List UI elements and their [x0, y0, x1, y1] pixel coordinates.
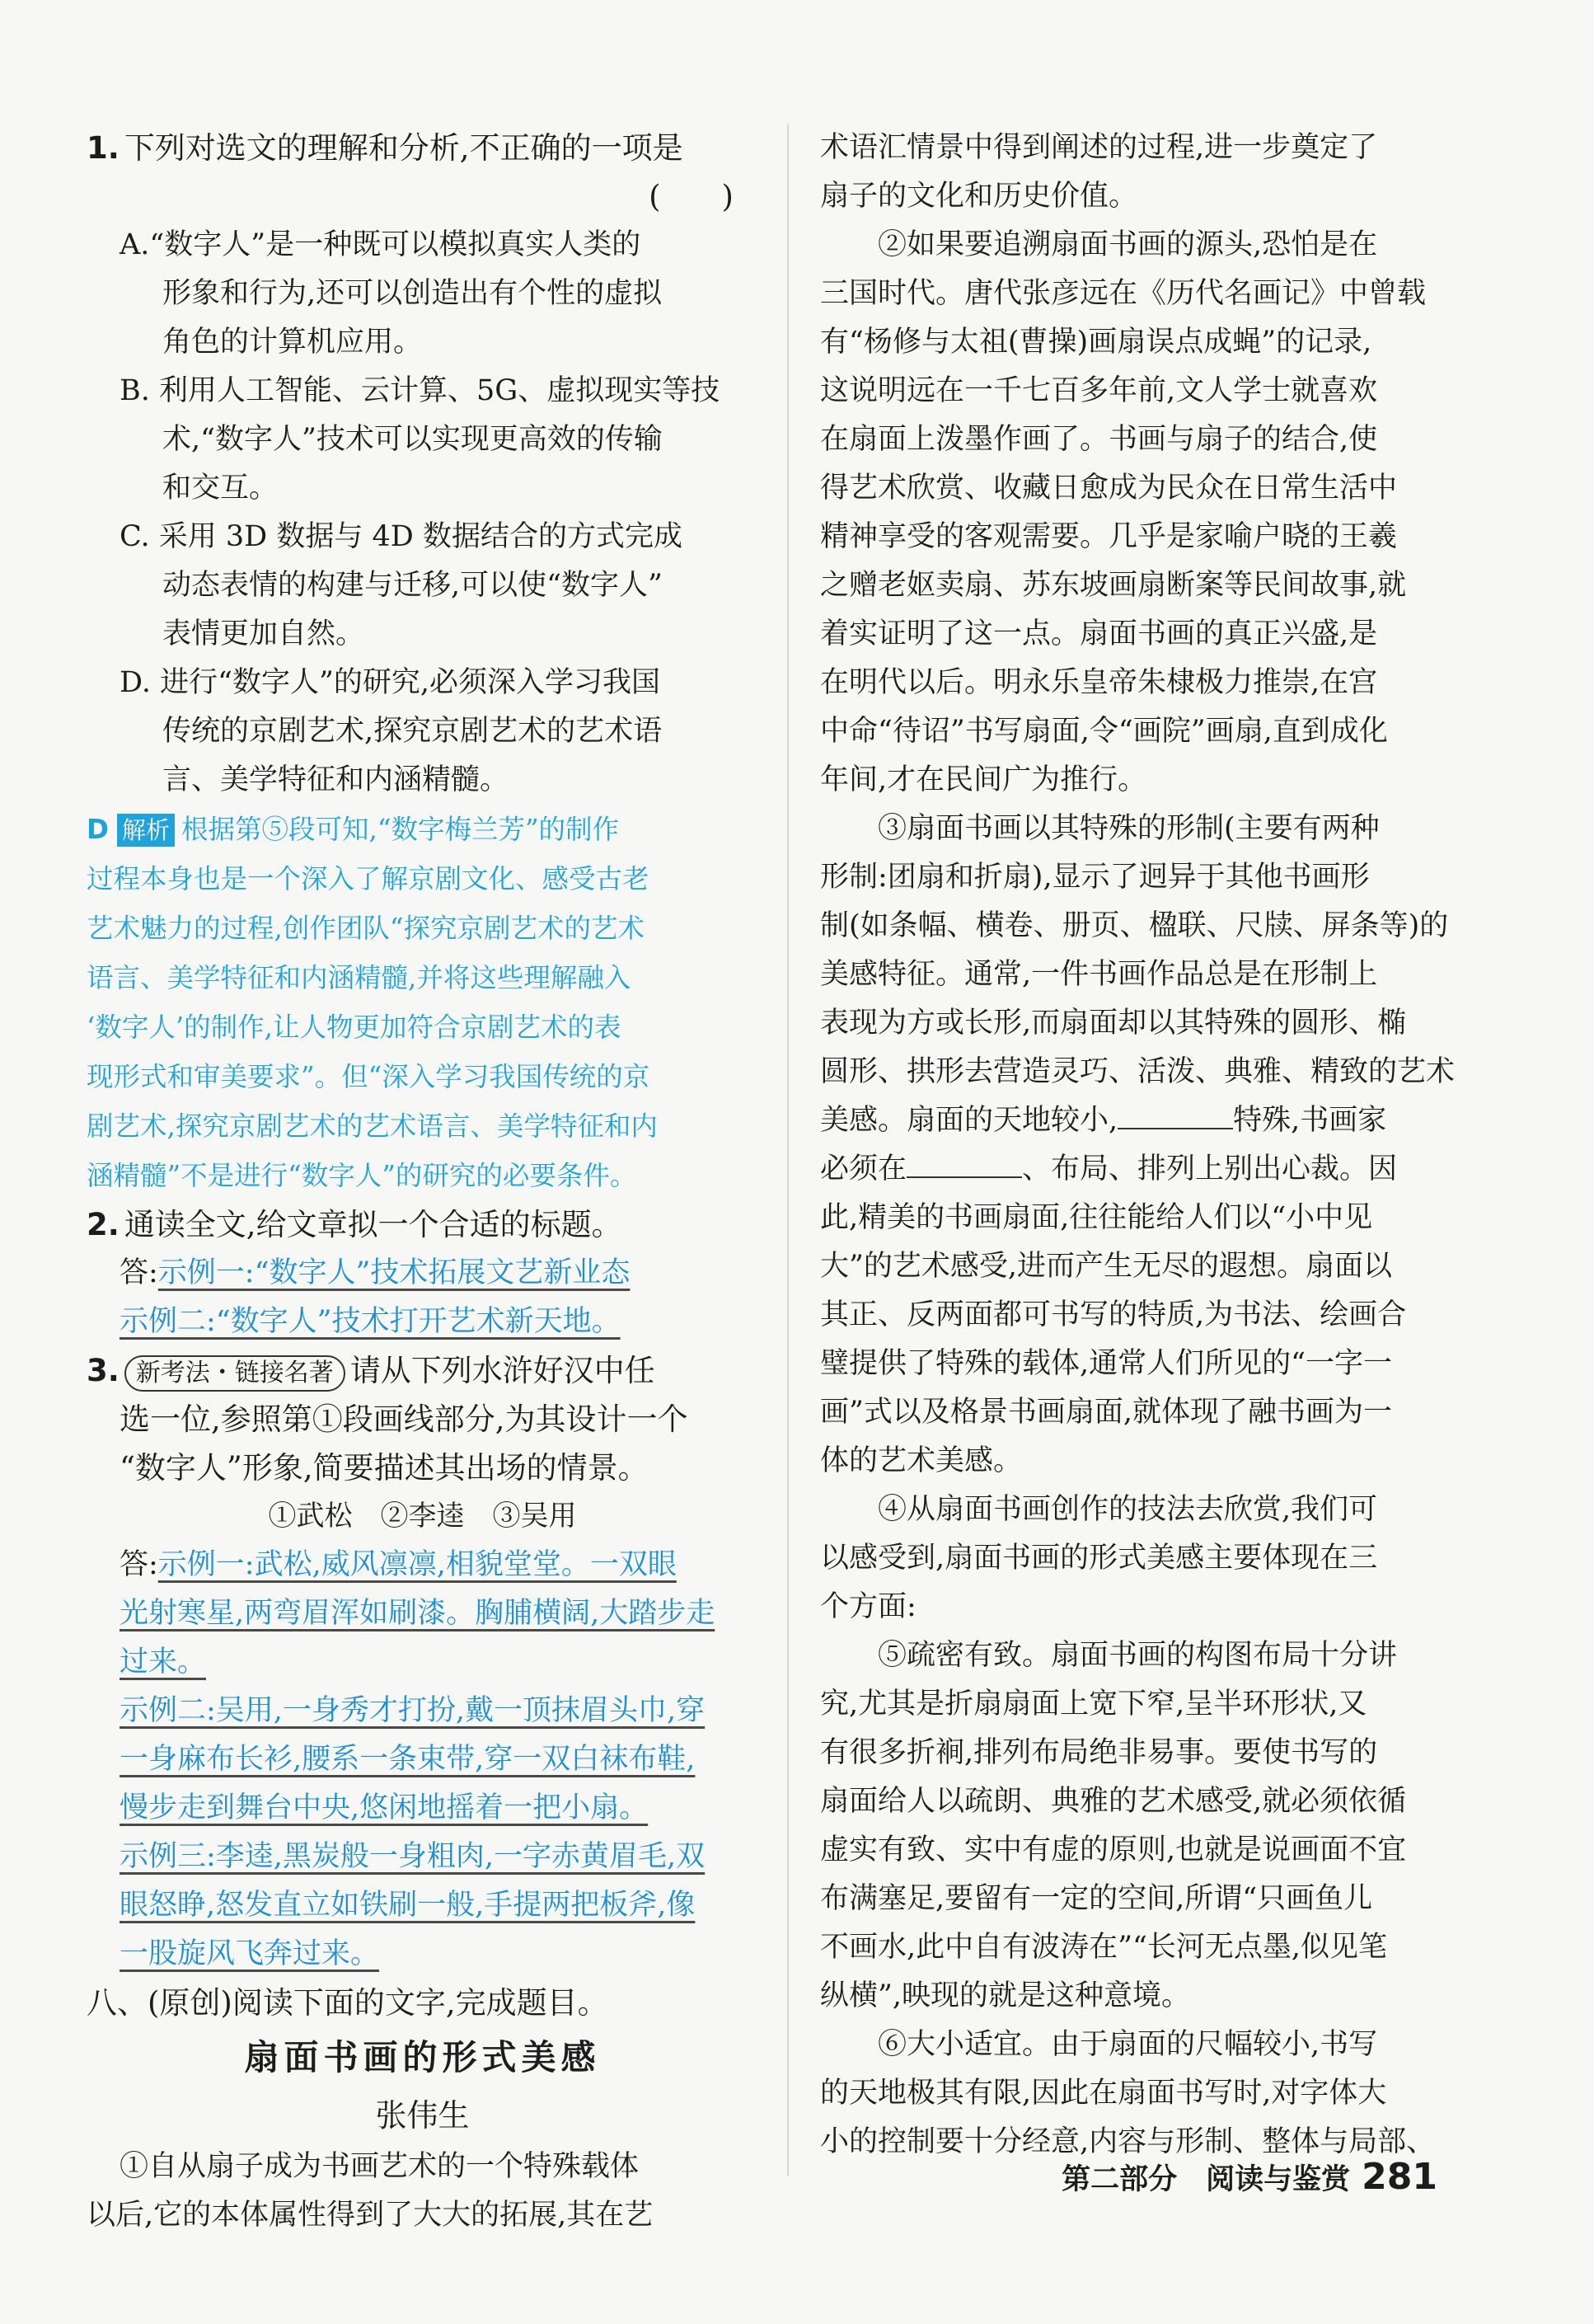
right-column [820, 124, 1492, 2167]
paragraph-line: 扇面给人以疏朗、典雅的艺术感受,就必须依循 [820, 1785, 1407, 1818]
paragraph-line: 中命“待诏”书写扇面,令“画院”画扇,直到成化 [820, 715, 1388, 748]
question-number: 3. [87, 1353, 120, 1388]
paragraph-line: 之赠老妪卖扇、苏东坡画扇断案等民间故事,就 [820, 569, 1407, 602]
analysis-line: 语言、美学特征和内涵精髓,并将这些理解融入 [87, 962, 631, 993]
paragraph-text: 美感。扇面的天地较小, [820, 1104, 1118, 1137]
paragraph-line: 三国时代。唐代张彦远在《历代名画记》中曾载 [820, 277, 1427, 310]
paragraph-line: ④从扇面书画创作的技法去欣赏,我们可 [820, 1493, 1378, 1526]
answer-line [87, 1735, 758, 1784]
paragraph-line: 个方面: [820, 1590, 917, 1623]
paragraph-line: 形制:团扇和折扇),显示了迥异于其他书画形 [820, 861, 1370, 894]
paragraph-line: 着实证明了这一点。扇面书画的真正兴盛,是 [820, 617, 1378, 650]
answer-text: 示例三:李逵,黑炭般一身粗肉,一字赤黄眉毛,双 [120, 1840, 706, 1873]
paragraph-line: 的天地极其有限,因此在扇面书写时,对字体大 [820, 2077, 1387, 2110]
answer-text: 一身麻布长衫,腰系一条束带,穿一双白袜布鞋, [120, 1743, 696, 1776]
option-line: 动态表情的构建与迁移,可以使“数字人” [162, 569, 663, 602]
paragraph-line: 有很多折裥,排列布局绝非易事。要使书写的 [820, 1736, 1378, 1769]
paragraph-line: 在明代以后。明永乐皇帝朱棣极力推崇,在宫 [820, 666, 1378, 699]
page-footer [1062, 2156, 1437, 2198]
paragraph-line: 画”式以及格景书画扇面,就体现了融书画为一 [820, 1396, 1393, 1429]
paragraph-text: 必须在 [820, 1153, 907, 1185]
paragraph-line: ⑥大小适宜。由于扇面的尺幅较小,书写 [820, 2028, 1378, 2061]
option-line: 角色的计算机应用。 [162, 326, 423, 359]
paragraph-line: 究,尤其是折扇扇面上宽下窄,呈半环形状,又 [820, 1688, 1367, 1721]
paragraph-line: 美感特征。通常,一件书画作品总是在形制上 [820, 958, 1378, 991]
answer-text: 眼怒睁,怒发直立如铁刷一般,手提两把板斧,像 [120, 1889, 696, 1922]
paragraph-line: 小的控制要十分经意,内容与形制、整体与局部、 [820, 2125, 1436, 2158]
question-number: 2. [87, 1207, 120, 1242]
answer-line [87, 1881, 758, 1930]
answer-line [87, 1589, 758, 1638]
paragraph-line: ②如果要追溯扇面书画的源头,恐怕是在 [820, 228, 1378, 261]
answer-line [87, 1638, 758, 1687]
paragraph-line: 璧提供了特殊的载体,通常人们所见的“一字一 [820, 1347, 1393, 1380]
paragraph-line [820, 1096, 1492, 1145]
question-1 [87, 124, 758, 1200]
page-number: 281 [1362, 2156, 1437, 2198]
option-line: 和交互。 [162, 472, 279, 505]
analysis-line: 艺术魅力的过程,创作团队“探究京剧艺术的艺术 [87, 913, 645, 944]
paragraph-line: 纵横”,映现的就是这种意境。 [820, 1979, 1191, 2012]
analysis-line [87, 805, 758, 854]
paragraph-line [820, 1145, 1492, 1194]
question-stem: “数字人”形象,简要描述其出场的情景。 [120, 1450, 649, 1486]
paragraph-line: 在扇面上泼墨作画了。书画与扇子的结合,使 [820, 423, 1378, 456]
paragraph-line: ③扇面书画以其特殊的形制(主要有两种 [820, 812, 1380, 845]
paragraph-line: 以后,它的本体属性得到了大大的拓展,其在艺 [87, 2199, 654, 2232]
analysis-line: 过程本身也是一个深入了解京剧文化、感受古老 [87, 863, 649, 894]
answer-text: 示例二:“数字人”技术打开艺术新天地。 [120, 1305, 621, 1338]
paragraph-line: 以感受到,扇面书画的形式美感主要体现在三 [820, 1542, 1378, 1575]
paragraph-line: 圆形、拱形去营造灵巧、活泼、典雅、精致的艺术 [820, 1055, 1456, 1088]
section-heading: 八、(原创)阅读下面的文字,完成题目。 [87, 1985, 608, 2021]
question-stem: 通读全文,给文章拟一个合适的标题。 [124, 1207, 622, 1242]
paragraph-line: ⑤疏密有致。扇面书画的构图布局十分讲 [820, 1639, 1398, 1672]
option-line: 传统的京剧艺术,探究京剧艺术的艺术语 [162, 715, 663, 748]
paragraph-line: 虚实有致、实中有虚的原则,也就是说画面不宜 [820, 1833, 1407, 1866]
paragraph-line: 不画水,此中自有波涛在”“长河无点墨,似见笔 [820, 1931, 1388, 1964]
section-label: 第二部分 阅读与鉴赏 [1062, 2163, 1351, 2196]
analysis-tag: 解析 [117, 814, 175, 847]
question-badge: 新考法・链接名著 [124, 1355, 345, 1392]
correct-answer: D [87, 814, 109, 845]
answer-text: 示例二:吴用,一身秀才打扮,戴一顶抹眉头巾,穿 [120, 1694, 706, 1727]
fill-in-blank[interactable] [1118, 1103, 1233, 1129]
analysis-text: 根据第⑤段可知,“数字梅兰芳”的制作 [181, 814, 620, 845]
paragraph-line: 扇子的文化和历史价值。 [820, 180, 1138, 213]
paragraph-line: 精神享受的客观需要。几乎是家喻户晓的王羲 [820, 520, 1398, 553]
character-choices: ①武松 ②李逵 ③吴用 [268, 1500, 577, 1533]
answer-line [87, 1687, 758, 1735]
paragraph-text: 特殊,书画家 [1233, 1104, 1387, 1137]
answer-line [87, 1784, 758, 1833]
answer-label: 答: [120, 1256, 158, 1289]
answer-text: 光射寒星,两弯眉浑如刷漆。胸脯横阔,大踏步走 [120, 1597, 715, 1630]
option-line: B. 利用人工智能、云计算、5G、虚拟现实等技 [120, 374, 720, 407]
answer-label: 答: [120, 1548, 158, 1581]
paragraph-line: 大”的艺术感受,进而产生无尽的遐想。扇面以 [820, 1250, 1393, 1283]
question-stem: 请从下列水浒好汉中任 [349, 1353, 655, 1388]
answer-text: 过来。 [120, 1646, 207, 1678]
question-stem: 选一位,参照第①段画线部分,为其设计一个 [120, 1401, 688, 1437]
analysis-line: 涵精髓”不是进行“数字人”的研究的必要条件。 [87, 1160, 637, 1191]
paragraph-line: 这说明远在一千七百多年前,文人学士就喜欢 [820, 374, 1378, 407]
paragraph-line: 体的艺术美感。 [820, 1444, 1023, 1477]
paragraph-line: 其正、反两面都可书写的特质,为书法、绘画合 [820, 1298, 1407, 1331]
question-stem: 下列对选文的理解和分析,不正确的一项是 [124, 130, 683, 166]
answer-text: 慢步走到舞台中央,悠闲地摇着一把小扇。 [120, 1791, 649, 1824]
paragraph-line: 得艺术欣赏、收藏日愈成为民众在日常生活中 [820, 472, 1398, 505]
paragraph-line: 年间,才在民间广为推行。 [820, 763, 1147, 796]
paragraph-line: 布满塞足,要留有一定的空间,所谓“只画鱼儿 [820, 1882, 1373, 1915]
answer-list [87, 1589, 758, 1979]
paragraph-line: 表现为方或长形,而扇面却以其特殊的圆形、椭 [820, 1007, 1407, 1040]
answer-line [87, 1833, 758, 1881]
option-line: 表情更加自然。 [162, 617, 365, 650]
paragraph-text: 、布局、排列上别出心裁。因 [1022, 1153, 1398, 1185]
option-line: 形象和行为,还可以创造出有个性的虚拟 [162, 277, 663, 310]
option-line: 术,“数字人”技术可以实现更高效的传输 [162, 423, 663, 456]
question-number: 1. [87, 130, 120, 166]
analysis-line: 现形式和审美要求”。但“深入学习我国传统的京 [87, 1061, 650, 1092]
analysis-line: 剧艺术,探究京剧艺术的艺术语言、美学特征和内 [87, 1110, 658, 1142]
answer-text: 示例一:“数字人”技术拓展文艺新业态 [157, 1256, 631, 1289]
column-divider [787, 124, 789, 2176]
paragraph-line: 术语汇情景中得到阐述的过程,进一步奠定了 [820, 131, 1378, 164]
fill-in-blank[interactable] [907, 1152, 1022, 1178]
option-list [87, 221, 758, 805]
option-line: C. 采用 3D 数据与 4D 数据结合的方式完成 [120, 520, 682, 553]
analysis-line: ‘数字人’的制作,让人物更加符合京剧艺术的表 [87, 1012, 621, 1043]
answer-line [87, 1930, 758, 1979]
article-author: 张伟生 [375, 2097, 470, 2134]
paragraph-line: 有“杨修与太祖(曹操)画扇误点成蝇”的记录, [820, 326, 1372, 359]
answer-text: 示例一:武松,威风凛凛,相貌堂堂。一双眼 [157, 1548, 677, 1581]
paragraph-line: ①自从扇子成为书画艺术的一个特殊载体 [120, 2150, 640, 2183]
option-line: D. 进行“数字人”的研究,必须深入学习我国 [120, 666, 660, 699]
paragraph-line: 此,精美的书画扇面,往往能给人们以“小中见 [820, 1201, 1373, 1234]
left-column [87, 124, 758, 2240]
article-title: 扇面书画的形式美感 [244, 2037, 601, 2078]
answer-paren: ( ) [649, 179, 734, 214]
question-3 [87, 1346, 758, 1979]
analysis-block [87, 805, 758, 1200]
paragraph-line: 制(如条幅、横卷、册页、楹联、尺牍、屏条等)的 [820, 909, 1449, 942]
reading-section [87, 1979, 758, 2240]
option-line: 言、美学特征和内涵精髓。 [162, 763, 509, 796]
answer-text: 一股旋风飞奔过来。 [120, 1937, 380, 1970]
question-2 [87, 1200, 758, 1346]
option-line: A.“数字人”是一种既可以模拟真实人类的 [120, 228, 641, 261]
